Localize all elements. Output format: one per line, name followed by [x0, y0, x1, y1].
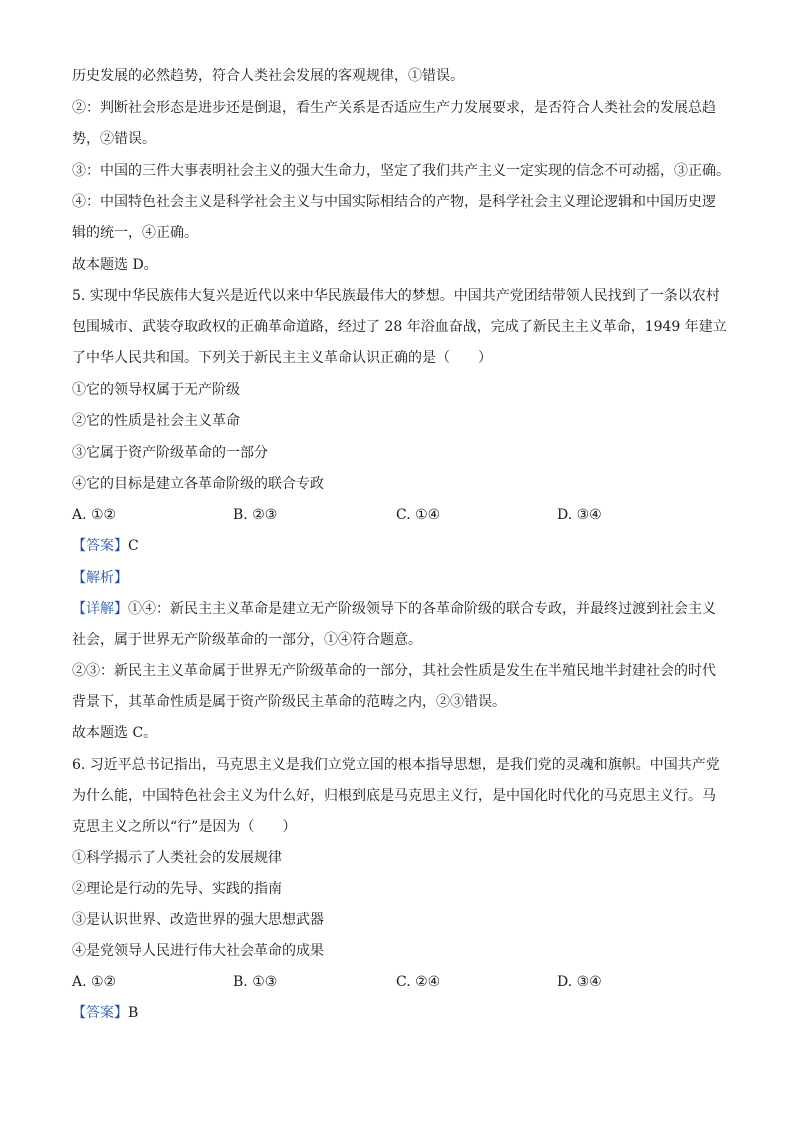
- question-6-option-c: C. ②④: [396, 974, 441, 990]
- text-line: ②：判断社会形态是进步还是倒退，看生产关系是否适应生产力发展要求，是否符合人类社会的发展总趋: [72, 100, 716, 116]
- text-line: ③：中国的三件大事表明社会主义的强大生命力，坚定了我们共产主义一定实现的信念不可动摇，③正确。: [72, 163, 730, 179]
- question-6-option-d: D. ③④: [557, 974, 602, 990]
- question-5-stem: 包围城市、武装夺取政权的正确革命道路，经过了 28 年浴血奋战，完成了新民主主义革命，1949 年建立: [72, 319, 727, 335]
- question-5-option-d: D. ③④: [557, 507, 602, 523]
- question-6-stem: 克思主义之所以“行”是因为（ ）: [72, 819, 297, 835]
- question-6-statement: ③是认识世界、改造世界的强大思想武器: [72, 912, 324, 928]
- question-5-detail: 背景下，其革命性质是属于资产阶级民主革命的范畴之内，②③错误。: [72, 694, 506, 710]
- question-5-statement: ③它属于资产阶级革命的一部分: [72, 445, 268, 461]
- answer-value: B: [128, 1005, 139, 1021]
- analysis-tag: 【解析】: [72, 570, 128, 586]
- detail-text: ①④：新民主主义革命是建立无产阶级领导下的各革命阶级的联合专政，并最终过渡到社会主义: [128, 601, 716, 617]
- question-6-statement: ④是党领导人民进行伟大社会革命的成果: [72, 943, 324, 959]
- question-5-analysis-heading: [72, 568, 732, 588]
- question-5-answer: [72, 536, 732, 556]
- question-5-option-a: A. ①②: [72, 507, 117, 523]
- question-5-stem: 5. 实现中华民族伟大复兴是近代以来中华民族最伟大的梦想。中国共产党团结带领人民找到了一条以农村: [72, 288, 720, 304]
- question-5-detail: 社会，属于世界无产阶级革命的一部分，①④符合题意。: [72, 632, 422, 648]
- detail-tag: 【详解】: [72, 601, 128, 617]
- answer-tag: 【答案】: [72, 538, 128, 554]
- question-5-option-c: C. ①④: [396, 507, 441, 523]
- text-line: ④：中国特色社会主义是科学社会主义与中国实际相结合的产物，是科学社会主义理论逻辑和中国历史逻: [72, 194, 716, 210]
- question-5-statement: ②它的性质是社会主义革命: [72, 413, 240, 429]
- answer-value: C: [128, 538, 139, 554]
- question-6-statement: ②理论是行动的先导、实践的指南: [72, 881, 282, 897]
- text-line: 历史发展的必然趋势，符合人类社会发展的客观规律，①错误。: [72, 68, 464, 84]
- question-5-conclusion: 故本题选 C。: [72, 725, 158, 741]
- answer-tag: 【答案】: [72, 1005, 128, 1021]
- question-5-statement: ①它的领导权属于无产阶级: [72, 382, 240, 398]
- question-6-option-a: A. ①②: [72, 974, 117, 990]
- question-6-stem: 为什么能，中国特色社会主义为什么好，归根到底是马克思主义行，是中国化时代化的马克思主义行。马: [72, 788, 716, 804]
- question-5-option-b: B. ②③: [233, 507, 278, 523]
- question-6-stem: 6. 习近平总书记指出，马克思主义是我们立党立国的根本指导思想，是我们党的灵魂和旗帜。中国共产党: [72, 757, 720, 773]
- text-line: 辑的统一，④正确。: [72, 225, 198, 241]
- conclusion-line: 故本题选 D。: [72, 257, 158, 273]
- question-6-answer: [72, 1003, 732, 1023]
- question-5-detail: ②③：新民主主义革命属于世界无产阶级革命的一部分，其社会性质是发生在半殖民地半封建社会的时代: [72, 663, 716, 679]
- question-5-stem: 了中华人民共和国。下列关于新民主主义革命认识正确的是（ ）: [72, 350, 492, 366]
- question-6-statement: ①科学揭示了人类社会的发展规律: [72, 850, 282, 866]
- text-line: 势，②错误。: [72, 131, 156, 147]
- question-5-detail: [72, 599, 732, 619]
- question-5-statement: ④它的目标是建立各革命阶级的联合专政: [72, 476, 324, 492]
- question-6-option-b: B. ①③: [233, 974, 278, 990]
